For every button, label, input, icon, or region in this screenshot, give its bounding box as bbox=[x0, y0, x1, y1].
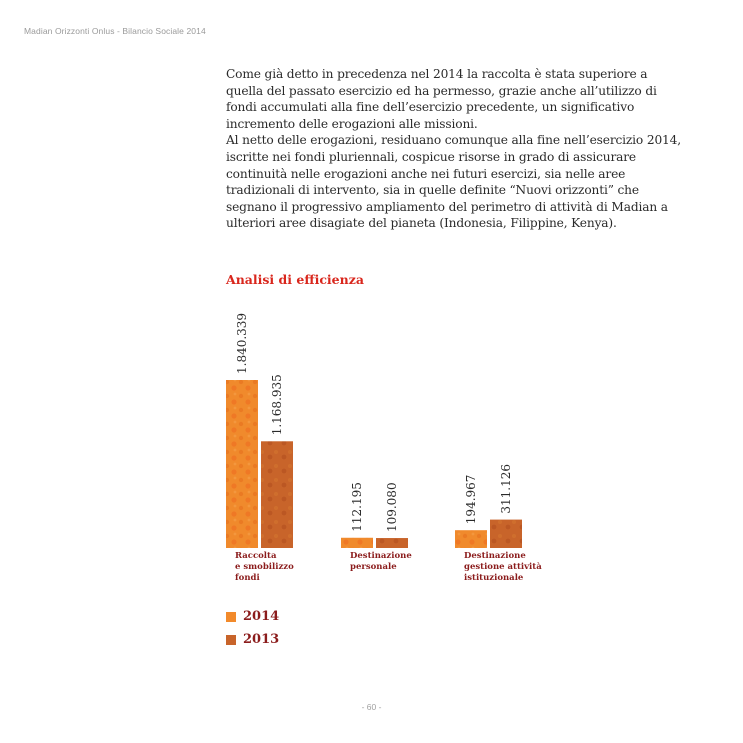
bar-2014-group-3 bbox=[455, 530, 487, 548]
page-number: - 60 - bbox=[361, 702, 382, 712]
value-label-2014-group-2: 112.195 bbox=[350, 482, 364, 532]
category-label-2-line-2: personale bbox=[350, 562, 397, 572]
body-paragraph-1: Come già detto in precedenza nel 2014 la raccolta è stata superiore a quella del passato esercizio ed ha permesso, grazie anche all’utilizzo di fondi accumulati alla fine dell’esercizio precedente, un significativo incremento delle erogazioni alle missioni. bbox=[226, 67, 657, 131]
category-label-1-line-3: fondi bbox=[235, 573, 260, 583]
category-label-3-line-1: Destinazione bbox=[464, 551, 526, 561]
legend-swatch-2014 bbox=[226, 612, 236, 622]
chart-title: Analisi di efficienza bbox=[226, 272, 364, 287]
bar-2014-group-2 bbox=[341, 538, 373, 548]
bar-2013-group-1 bbox=[261, 441, 293, 548]
legend-item-2013 bbox=[226, 628, 279, 651]
chart-legend bbox=[226, 605, 279, 651]
value-label-2013-group-2: 109.080 bbox=[385, 482, 399, 533]
bar-2013-group-3 bbox=[490, 520, 522, 548]
category-label-1-line-2: e smobilizzo bbox=[235, 562, 294, 572]
category-label-3-line-2: gestione attività bbox=[464, 562, 542, 572]
value-label-2013-group-3: 311.126 bbox=[499, 463, 513, 514]
legend-swatch-2013 bbox=[226, 635, 236, 645]
legend-label-2014: 2014 bbox=[243, 609, 280, 624]
value-label-2014-group-3: 194.967 bbox=[464, 474, 478, 525]
bar-2014-group-1 bbox=[226, 380, 258, 548]
value-label-2014-group-1: 1.840.339 bbox=[235, 312, 249, 374]
bar-2013-group-2 bbox=[376, 538, 408, 548]
body-paragraph-2: Al netto delle erogazioni, residuano comunque alla fine nell’esercizio 2014, iscritte nei fondi pluriennali, cospicue risorse in grado di assicurare continuità nelle erogazioni anche nei futuri esercizi, sia nelle aree tradizionali di intervento, sia in quelle definite “Nuovi orizzonti” che segnano il progressivo ampliamento del perimetro di attività di Madian a ulteriori aree disagiate del pianeta (Indonesia, Filippine, Kenya). bbox=[226, 133, 681, 231]
legend-item-2014 bbox=[226, 605, 279, 628]
document-header: Madian Orizzonti Onlus - Bilancio Sociale 2014 bbox=[24, 26, 206, 36]
legend-label-2013: 2013 bbox=[243, 632, 280, 647]
category-label-2-line-1: Destinazione bbox=[350, 551, 412, 561]
value-label-2013-group-1: 1.168.935 bbox=[270, 374, 284, 436]
category-label-3-line-3: istituzionale bbox=[464, 573, 524, 583]
category-label-1-line-1: Raccolta bbox=[235, 551, 277, 561]
